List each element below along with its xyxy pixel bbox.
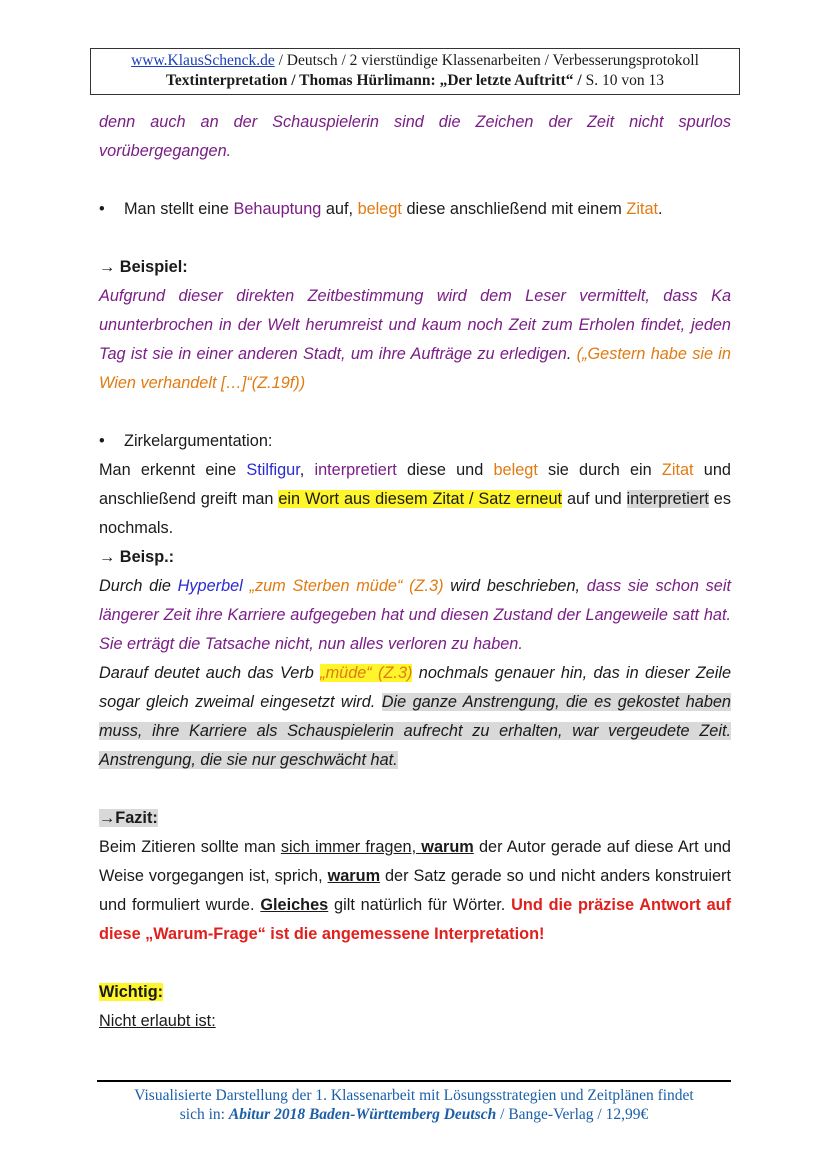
term-zitat-2: Zitat [661, 461, 694, 479]
term-belegt: belegt [357, 200, 402, 218]
wichtig-heading: Wichtig: [99, 983, 164, 1001]
wichtig-sub: Nicht erlaubt ist: [99, 1012, 216, 1030]
beispiel-text: Aufgrund dieser direkten Zeitbestimmung wird dem Leser vermittelt, dass Ka ununterbrochen in der Welt herumreist und kaum noch Zeit zum Erholen findet, jeden Tag ist sie in einer anderen Stadt, um ihre Aufträge zu erledigen. („Gestern habe sie in Wien verhandelt […]“(Z.19f)) [99, 287, 731, 392]
term-zitat: Zitat [626, 200, 659, 218]
zirkel-text: Man erkennt eine Stilfigur, interpretiert diese und belegt sie durch ein Zitat und anschließend greift man ein Wort aus diesem Zitat / Satz erneut auf und interpretiert es nochmals. [99, 461, 731, 537]
term-behauptung: Behauptung [233, 200, 322, 218]
footer-line-2: sich in: Abitur 2018 Baden-Württemberg Deutsch / Bange-Verlag / 12,99€ [179, 1106, 649, 1123]
book-title: Abitur 2018 Baden-Württemberg Deutsch [228, 1106, 497, 1123]
document-body [99, 108, 731, 1036]
beisp-heading: → Beisp.: [99, 548, 175, 566]
footer-line-1: Visualisierte Darstellung der 1. Klassenarbeit mit Lösungsstrategien und Zeitplänen findet [134, 1087, 694, 1104]
intro-quote: denn auch an der Schauspielerin sind die Zeichen der Zeit nicht spurlos vorübergegangen. [99, 113, 731, 160]
beispiel-heading: → Beispiel: [99, 258, 188, 276]
bullet-dot-icon: • [99, 200, 105, 218]
site-link[interactable]: www.KlausSchenck.de [131, 52, 275, 69]
beisp-grey-text: Die ganze Anstrengung, die es gekostet haben muss, ihre Karriere als Schauspielerin aufrecht zu erhalten, war vergeudete Zeit. Anstrengung, die sie nur geschwächt hat. [99, 693, 731, 769]
bullet-behauptung: • Man stellt eine Behauptung auf, belegt diese anschließend mit einem Zitat. [99, 195, 731, 224]
beisp-text: Durch die Hyperbel „zum Sterben müde“ (Z.3) wird beschrieben, dass sie schon seit längerer Zeit ihre Karriere aufgegeben hat und diesen Zustand der Langeweile satt hat. Sie erträgt die Tatsache nicht, nun alles verloren zu haben. [99, 577, 731, 653]
beisp-text-2: Darauf deutet auch das Verb „müde“ (Z.3) nochmals genauer hin, das in dieser Zeile sogar gleich zweimal eingesetzt wird. Die ganze Anstrengung, die es gekostet haben muss, ihre Karriere als Schauspielerin aufrecht zu erhalten, war vergeudete Zeit. Anstrengung, die sie nur geschwächt hat. [99, 664, 732, 769]
fazit-red-text: Und die präzise Antwort auf diese „Warum-Frage“ ist die angemessene Interpretation! [99, 896, 731, 943]
header-page-number: S. 10 von 13 [581, 72, 664, 89]
page-footer [97, 1080, 731, 1124]
term-interpretiert: interpretiert [314, 461, 397, 479]
page-header [90, 48, 740, 95]
beisp-purple-text: dass sie schon seit längerer Zeit ihre Karriere aufgegeben hat und diesen Zustand der Langeweile satt hat. Sie erträgt die Tatsache nicht, nun alles verloren zu haben. [99, 577, 731, 653]
beispiel-quote: („Gestern habe sie in Wien verhandelt […]“(Z.19f)) [99, 345, 731, 392]
highlight-wort: ein Wort aus diesem Zitat / Satz erneut [278, 490, 563, 508]
fazit-text: Beim Zitieren sollte man sich immer fragen, warum der Autor gerade auf diese Art und Weise vorgegangen ist, sprich, warum der Satz gerade so und nicht anders konstruiert und formuliert wurde. Gleiches gilt natürlich für Wörter. Und die präzise Antwort auf diese „Warum-Frage“ ist die angemessene Interpretation! [99, 838, 731, 943]
bullet-zirkelargumentation: • Zirkelargumentation: [99, 427, 731, 456]
quote-muede: „müde“ (Z.3) [320, 664, 413, 682]
header-path: / Deutsch / 2 vierstündige Klassenarbeiten / Verbesserungsprotokoll [274, 52, 699, 69]
header-title: Textinterpretation / Thomas Hürlimann: „Der letzte Auftritt“ / [166, 72, 582, 89]
header-line-2 [91, 71, 739, 91]
highlight-interpretiert: interpretiert [626, 490, 709, 508]
bullet-dot-icon: • [99, 432, 105, 450]
term-hyperbel: Hyperbel [177, 577, 243, 595]
term-belegt-2: belegt [493, 461, 538, 479]
fazit-heading: →Fazit: [99, 809, 158, 827]
header-line-1 [91, 51, 739, 71]
quote-zum-sterben: „zum Sterben müde“ (Z.3) [249, 577, 444, 595]
term-stilfigur: Stilfigur [246, 461, 300, 479]
